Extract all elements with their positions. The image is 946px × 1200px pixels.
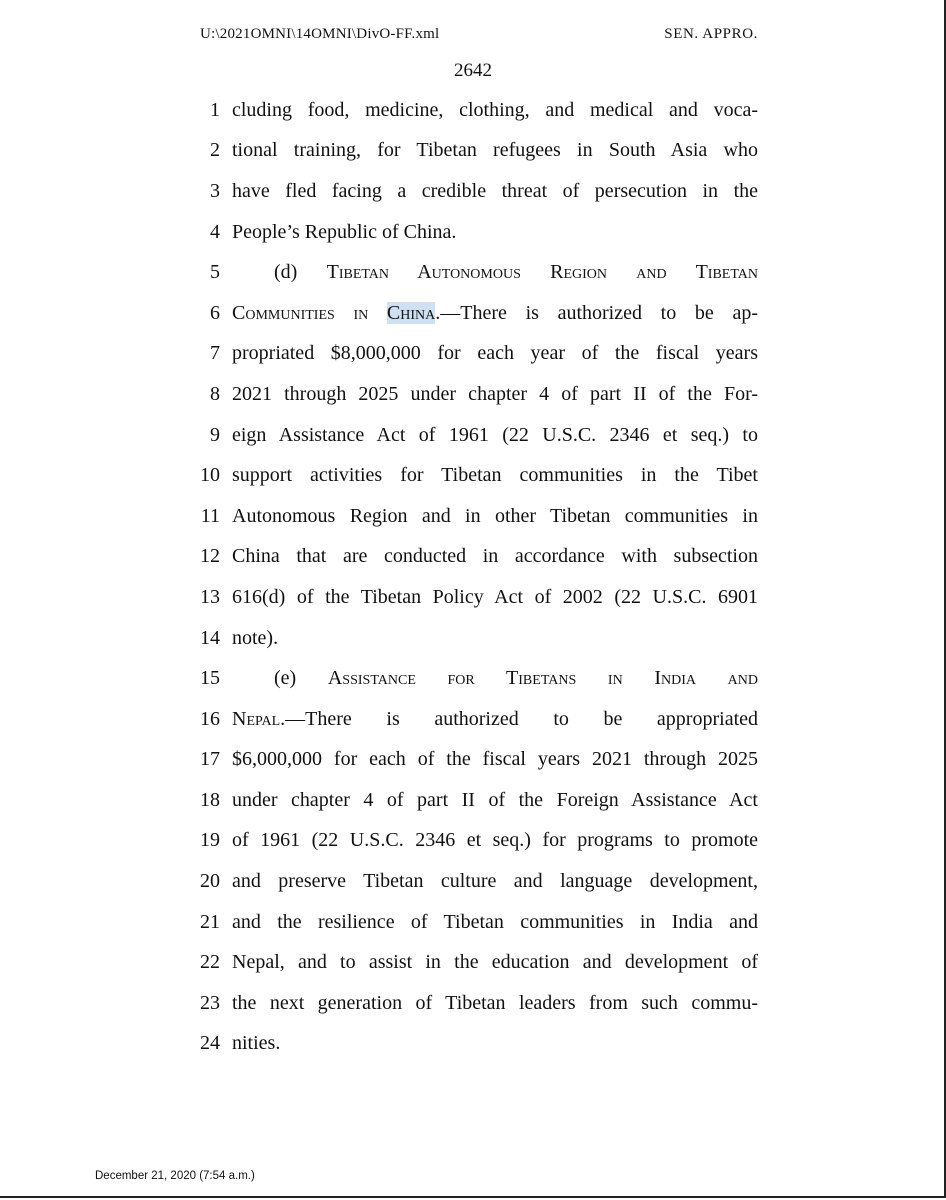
- text-line: [188, 334, 758, 375]
- text-line: [188, 780, 758, 821]
- line-number: 3: [210, 179, 220, 202]
- text-line: [188, 658, 758, 699]
- text-line: [188, 1024, 758, 1065]
- text-line: [188, 171, 758, 212]
- text-line: [188, 740, 758, 781]
- line-text: under chapter 4 of part II of the Foreign Assistance Act: [232, 788, 758, 811]
- header-file-path: U:\2021OMNI\14OMNI\DivO-FF.xml: [200, 26, 440, 42]
- section-heading: Assistance for Tibetans in India and: [327, 667, 758, 690]
- line-text: support activities for Tibetan communities in the Tibet: [232, 464, 758, 487]
- line-text: nities.: [232, 1032, 281, 1055]
- line-number: 5: [210, 261, 220, 284]
- line-number: 9: [210, 423, 220, 446]
- line-number: 13: [200, 585, 220, 608]
- line-text: of 1961 (22 U.S.C. 2346 et seq.) for programs to promote: [232, 829, 758, 852]
- line-text: the next generation of Tibetan leaders from such commu-: [232, 991, 758, 1014]
- line-number: 1: [210, 98, 220, 121]
- line-text: eign Assistance Act of 1961 (22 U.S.C. 2346 et seq.) to: [232, 423, 758, 446]
- line-number: 6: [210, 301, 220, 324]
- line-text-rest: —There is authorized to be ap-: [440, 301, 758, 324]
- line-number: 11: [200, 504, 220, 527]
- line-text: [232, 302, 758, 325]
- line-number: 15: [200, 667, 220, 690]
- subsection-marker: (d): [274, 261, 327, 284]
- line-text: 616(d) of the Tibetan Policy Act of 2002 (22 U.S.C. 6901: [232, 585, 758, 608]
- text-line: [188, 496, 758, 537]
- section-heading-line: [232, 667, 758, 690]
- line-text-rest: —There is authorized to be appropriated: [285, 707, 758, 730]
- line-text: Nepal, and to assist in the education and development of: [232, 951, 758, 974]
- line-number: 10: [200, 464, 220, 487]
- line-number: 7: [210, 342, 220, 365]
- highlighted-word: China: [386, 301, 436, 324]
- line-number: 17: [200, 748, 220, 771]
- page-number: 2642: [454, 60, 492, 81]
- text-line: [188, 131, 758, 172]
- text-line: [188, 618, 758, 659]
- text-line: [188, 699, 758, 740]
- text-line: [188, 861, 758, 902]
- line-number: 8: [210, 382, 220, 405]
- line-text: [232, 708, 758, 731]
- line-number: 19: [200, 829, 220, 852]
- line-text: and the resilience of Tibetan communities in India and: [232, 910, 758, 933]
- subsection-marker: (e): [274, 667, 328, 690]
- section-heading-end: .: [435, 301, 441, 324]
- section-heading: Tibetan Autonomous Region and Tibetan: [326, 261, 758, 284]
- section-heading: Communities in: [232, 301, 387, 324]
- line-text: People’s Republic of China.: [232, 220, 457, 243]
- line-number: 24: [200, 1032, 220, 1055]
- text-line: [188, 942, 758, 983]
- text-line: [188, 983, 758, 1024]
- line-text: propriated $8,000,000 for each year of the fiscal years: [232, 342, 758, 365]
- bill-text: [188, 90, 758, 1064]
- text-line: [188, 90, 758, 131]
- line-text: have fled facing a credible threat of persecution in the: [232, 179, 758, 202]
- line-number: 12: [200, 545, 220, 568]
- line-text: and preserve Tibetan culture and language development,: [232, 870, 758, 893]
- line-text: tional training, for Tibetan refugees in South Asia who: [232, 139, 758, 162]
- line-number: 18: [200, 788, 220, 811]
- text-line: [188, 902, 758, 943]
- header-committee: SEN. APPRO.: [664, 26, 758, 42]
- line-number: 2: [210, 139, 220, 162]
- line-number: 22: [200, 951, 220, 974]
- section-heading: Nepal.: [232, 707, 286, 730]
- text-line: [188, 821, 758, 862]
- footer-date: December 21, 2020 (7:54 a.m.): [95, 1170, 255, 1182]
- text-line: [188, 415, 758, 456]
- text-line: [188, 537, 758, 578]
- line-text: note).: [232, 626, 279, 649]
- text-line: [188, 212, 758, 253]
- line-number: 4: [210, 220, 220, 243]
- line-text: $6,000,000 for each of the fiscal years 2021 through 2025: [232, 748, 758, 771]
- line-number: 23: [200, 991, 220, 1014]
- line-text: China that are conducted in accordance with subsection: [232, 545, 758, 568]
- line-text: cluding food, medicine, clothing, and medical and voca-: [232, 98, 758, 121]
- text-line: [188, 577, 758, 618]
- line-number: 21: [200, 910, 220, 933]
- text-line: [188, 374, 758, 415]
- line-text: Autonomous Region and in other Tibetan communities in: [232, 504, 758, 527]
- text-line: [188, 455, 758, 496]
- text-line: [188, 252, 758, 293]
- line-number: 14: [200, 626, 220, 649]
- line-number: 16: [200, 707, 220, 730]
- text-line: [188, 293, 758, 334]
- line-number: 20: [200, 870, 220, 893]
- section-heading-line: [232, 261, 758, 284]
- line-text: 2021 through 2025 under chapter 4 of part II of the For-: [232, 382, 758, 405]
